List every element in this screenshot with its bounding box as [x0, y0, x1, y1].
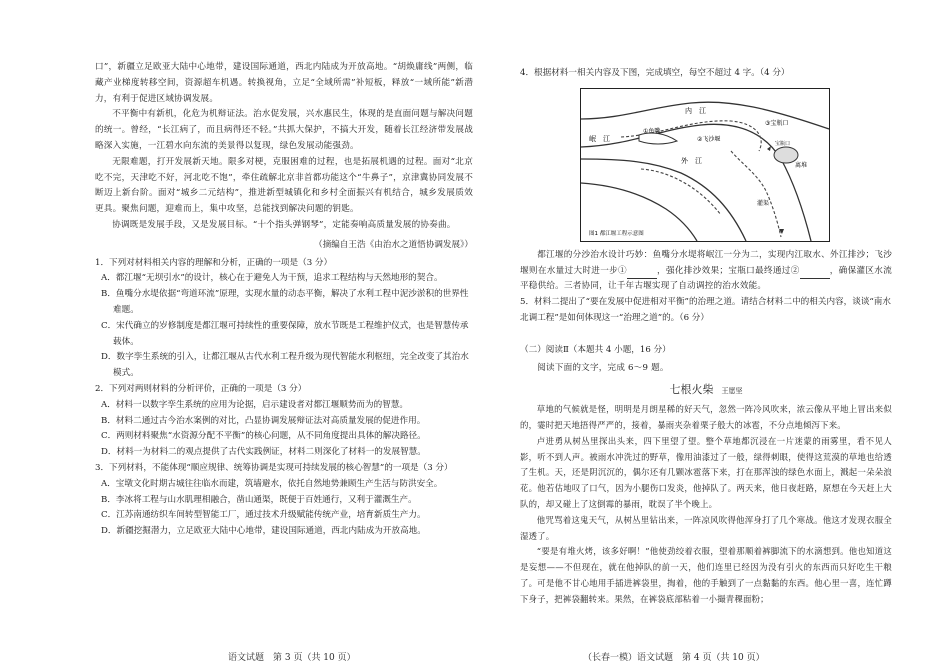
question-3-option-c: C．江苏南通纺织车间转型智能工厂，通过技术升级赋能传统产业，培育新质生产力。: [101, 510, 426, 521]
question-2-option-b: B．材料二通过古今治水案例的对比，凸显协调发展辩证法对高质量发展的促进作用。: [101, 415, 426, 426]
map-label-feisha-weir: ②飞沙堰: [697, 135, 721, 143]
q4-text-2: ，强化排沙效果；宝瓶口最终通过②: [656, 265, 800, 276]
paragraph: 无限难题，打开发展新天地。限多对梗，克服困难的过程，也是拓展机遇的过程。面对“北京吃不完，天津吃不好，河北吃不饱”，牵住疏解北京非首都功能这个“牛鼻子”，京津冀协同发展不断迈上新台阶。面对“城乡二元结构”，推进新型城镇化和乡村全面振兴有机结合，城乡发展质效更具。聚焦问题，迎难而上，集中攻坚，总能找到解决问题的钥匙。: [95, 156, 473, 215]
essay-paragraph: 卢进勇从树丛里探出头来，四下里望了望。整个草地都沉浸在一片迷蒙的雨雾里，看不见人影，听不到人声。被雨水冲洗过的野草，像用油漆过了一般，绿得刺眼，使得这荒漠的草地也给透了生机。天，还是阴沉沉的，偶尔还有几颗冰雹落下来，打在那浑浊的绿色水面上，溅起一朵朵浪花。他若估地叹了口气，因为小腿伤口发炎，他掉队了。两天来，他日夜赶路，原想在今天赶上大队的，却又碰上了这倒霉的暴雨，耽误了半个晚上。: [520, 435, 892, 509]
question-3-option-b: B．李冰将工程与山水肌理相融合，凿山通渠，既便于百姓通行，又利于灌溉生产。: [101, 494, 417, 505]
question-2-stem: 2．下列对两则材料的分析评价，正确的一项是（3 分）: [95, 383, 307, 394]
question-2-option-d: D．材料一为材料二的观点提供了古代实践例证，材料二则深化了材料一的发展智慧。: [101, 447, 426, 458]
section-title: （二）阅读Ⅱ（本题共 4 小题，16 分）: [520, 344, 671, 355]
question-1-stem: 1．下列对材料相关内容的理解和分析，正确的一项是（3 分）: [95, 257, 333, 268]
paragraph: 协调既是发展手段，又是发展目标。“十个指头弹钢琴”，定能奏响高质量发展的协奏曲。: [112, 219, 456, 230]
essay-paragraph: 草地的气候就是怪，明明是月朗星稀的好天气，忽然一阵冷风吹来，浓云像从平地上冒出来似的，霎时把天地捂得严严的，接着，暴雨夹杂着栗子般大的冰雹，不分点地倾泻下来。: [520, 404, 892, 430]
map-caption: 图1 都江堰工程示意图: [589, 230, 644, 237]
question-2-option-a: A．材料一以数字孪生系统的应用为论据，启示建设者对都江堰顺势而为的智慧。: [101, 399, 408, 410]
question-3-option-a: A．宝墩文化时期古城往往临水而建，筑墙避水，依托自然地势兼顾生产生活与防洪安全。: [101, 478, 443, 489]
source-citation: （摘编自王浩《由治水之道悟协调发展》）: [314, 239, 473, 250]
question-4-stem: 4．根据材料一相关内容及下图，完成填空，每空不超过 4 字。（4 分）: [520, 68, 790, 78]
map-label-lidui: 离堆: [795, 161, 808, 169]
question-3-stem: 3．下列材料，不能体现“顺应规律、统筹协调是实现可持续发展的核心智慧”的一项是（3 分）: [95, 462, 453, 473]
question-2-option-c: C．两则材料聚焦“水资源分配不平衡”的核心问题，从不同角度提出具体的解决路径。: [101, 431, 426, 442]
essay-title: 七根火柴: [669, 383, 714, 397]
question-1-option-d: D．数字孪生系统的引入，让都江堰从古代水利工程升级为现代智能水利枢纽，完全改变了其治水模式。: [101, 352, 469, 379]
dujiangyan-map: [580, 88, 830, 242]
page-footer-right: （长春一模）语文试题 第 4 页（共 10 页）: [583, 653, 765, 663]
left-column: [95, 60, 473, 540]
question-3-option-d: D．新疆挖掘潜力，立足欧亚大陆中心地带，建设国际通道，西北内陆成为开放高地。: [101, 526, 426, 537]
blank-1[interactable]: [627, 269, 657, 279]
map-label-outer-river: 外 江: [681, 156, 702, 165]
question-4-fill-text: [520, 248, 892, 295]
essay-body: [520, 402, 892, 607]
essay-paragraph: “要是有堆火烤，该多好啊！”他使劲绞着衣服，望着那顺着裤脚流下的水滴想到。他也知道这是妄想——不但现在，就在他掉队的前一天，他们连里已经因为没有引火的东西而只好吃生干粮了。可是他不甘心地用手插进裤袋里，掏着，他的手触到了一点黏黏的东西。他心里一喜，连忙蹲下身子，把裤袋翻转来。果然，在裤袋底部粘着一小撮青稞面粉；: [520, 546, 892, 604]
paragraph: 不平衡中有新机，化危为机辩证法。治水促发展，兴水惠民生，体现的是直面问题与解决问题的统一。曾经，“长江病了，而且病得还不轻。”共抓大保护，不搞大开发，随着长江经济带发展战略深入实施，一江碧水向东流的美景得以复现，绿色发展动能强劲。: [95, 109, 473, 151]
map-label-baoping-2: 宝瓶口: [775, 140, 791, 147]
map-label-min-river: 岷 江: [589, 134, 610, 143]
essay-author: 王愿坚: [721, 387, 743, 396]
question-1-option-a: A．都江堰“无坝引水”的设计，核心在于避免人为干预，追求工程结构与天然地形的契合。: [101, 273, 443, 284]
question-1-option-b: B．鱼嘴分水堤依据“弯道环流”原理，实现水量的动态平衡，解决了水利工程中泥沙淤积的世界性难题。: [101, 289, 469, 315]
paragraph: 口”，新疆立足欧亚大陆中心地带，建设国际通道，西北内陆成为开放高地。“胡焕庸线”两侧，临藏产业梯度转移空间，资源超车机遇。转换视角，立足“全域所需”补短板，释放“一域所能”新潜力，有利于促进区域协调发展。: [95, 62, 473, 104]
right-column: [520, 66, 892, 608]
q4-text-1: 都江堰的分沙治水设计巧妙：鱼嘴分水堤将岷江一分为二，实现内江取水、外江排沙；飞沙堰则在水量过大时进一步①: [520, 249, 892, 276]
map-label-baoping-gate: ③宝瓶口: [765, 119, 789, 127]
essay-paragraph: 他咒骂着这鬼天气，从树丛里钻出来，一阵凉风吹得他浑身打了几个寒战。他这才发现衣服全湿透了。: [520, 514, 892, 541]
question-1-option-c: C．宋代确立的岁修制度是都江堰可持续性的重要保障，放水节既是工程维护仪式，也是智慧传承载体。: [101, 320, 469, 347]
q4-text-3: ，确保灌区水流平稳供给。三者协同，让千年古堰实现了自动调控的治水效能。: [520, 265, 892, 292]
map-label-canal: 灌渠: [757, 199, 770, 207]
section-intro: 阅读下面的文字，完成 6～9 题。: [537, 362, 669, 373]
page-footer-left: 语文试题 第 3 页（共 10 页）: [228, 653, 356, 663]
essay-title-block: [520, 382, 892, 400]
question-5-stem: 5．材料二提出了“要在发展中促进相对平衡”的治理之道。请结合材料二中的相关内容，谈谈“南水北调工程”是如何体现这一“治理之道”的。（6 分）: [520, 297, 891, 323]
map-label-fish-mouth: ①鱼嘴: [643, 127, 661, 135]
blank-2[interactable]: [800, 269, 830, 279]
map-drawing: [581, 89, 829, 241]
map-label-inner-river: 内 江: [685, 106, 706, 115]
